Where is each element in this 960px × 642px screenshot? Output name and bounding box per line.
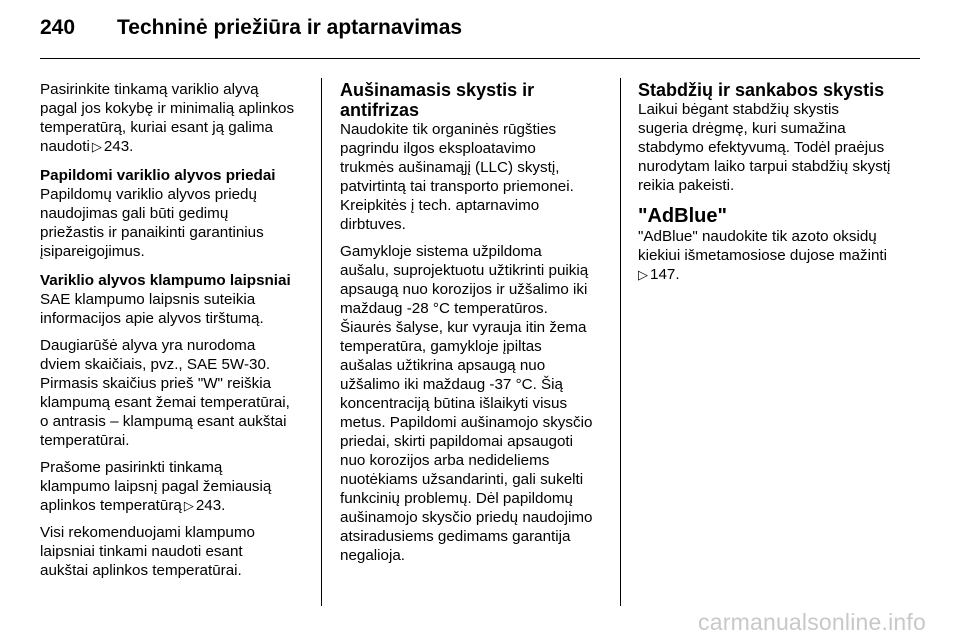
- page-reference[interactable]: 243.: [195, 497, 226, 514]
- page-reference[interactable]: 147.: [650, 266, 680, 283]
- paragraph: "AdBlue" naudokite tik azoto oksidų kiekiui išmetamosiose dujose mažinti ▷ 147.: [638, 228, 888, 283]
- column-3: [638, 80, 923, 294]
- paragraph: Gamykloje sistema užpildoma aušalu, suprojektuotu užtikrinti puikią apsaugą nuo korozijos ir užšalimo iki maždaug -28 °C temperatūros. Šiaurės šalyse, kur vyrauja itin žema temperatūra, gamykloje įpiltas aušalas užtikrina apsaugą nuo užšalimo iki maždaug -37 °C. Šią koncentraciją būtina išlaikyti visus metus. Papildomi aušinamojo skysčio priedai, skirti papildomai apsaugoti nuo korozijos arba nedideliems nuotėkiams užsandarinti, gali sukelti funkcinių problemų. Dėl papildomų aušinamojo skysčio priedų naudojimo atsiradusiems gedimams garantija negalioja.: [340, 243, 593, 564]
- watermark: carmanualsonline.info: [698, 609, 926, 635]
- column-divider-2: [620, 78, 621, 606]
- page-title: Techninė priežiūra ir aptarnavimas: [117, 16, 463, 39]
- paragraph: Prašome pasirinkti tinkamą klampumo laipsnį pagal žemiausią aplinkos temperatūrą ▷ 243.: [40, 459, 272, 514]
- column-1: [40, 80, 315, 590]
- column-divider-1: [321, 78, 322, 606]
- page-reference-icon: ▷: [638, 267, 648, 282]
- paragraph: SAE klampumo laipsnis suteikia informacijos apie alyvos tirštumą.: [40, 291, 264, 327]
- section-heading-additives: Papildomi variklio alyvos priedai: [40, 167, 276, 184]
- section-heading-brake-fluid: Stabdžių ir sankabos skystis: [638, 80, 885, 100]
- paragraph: Papildomų variklio alyvos priedų naudojimas gali būti gedimų priežastis ir panaikinti garantinius įsipareigojimus.: [40, 186, 264, 260]
- column-2: [340, 80, 615, 575]
- paragraph: Daugiarūšė alyva yra nurodoma dviem skaičiais, pvz., SAE 5W-30. Pirmasis skaičius prieš "W" reiškia klampumą esant žemai temperatūrai, o antrasis – klampumą esant aukštai temperatūrai.: [40, 337, 290, 449]
- header-rule: [40, 58, 920, 59]
- section-heading-adblue: "AdBlue": [638, 205, 727, 227]
- paragraph: Laikui bėgant stabdžių skystis sugeria drėgmę, kuri sumažina stabdymo efektyvumą. Todėl praėjus nurodytam laiko tarpui stabdžių skystį reikia pakeisti.: [638, 101, 891, 194]
- paragraph: Naudokite tik organinės rūgšties pagrindu ilgos eksploatavimo trukmės aušinamąjį (LLC) skystį, patvirtintą tai transporto priemonei. Kreipkitės į tech. aptarnavimo dirbtuves.: [340, 121, 574, 233]
- page-number: 240: [40, 16, 76, 39]
- page-reference-icon: ▷: [183, 498, 194, 513]
- page-reference[interactable]: 243.: [103, 138, 134, 155]
- page-reference-icon: ▷: [91, 139, 102, 154]
- section-heading-viscosity: Variklio alyvos klampumo laipsniai: [40, 272, 291, 289]
- paragraph: Pasirinkite tinkamą variklio alyvą pagal jos kokybę ir minimalią aplinkos temperatūrą, kuriai esant ją galima naudoti ▷ 243.: [40, 81, 295, 155]
- paragraph: Visi rekomenduojami klampumo laipsniai tinkami naudoti esant aukštai aplinkos temperatūrai.: [40, 524, 255, 579]
- section-heading-coolant: Aušinamasis skystis ir antifrizas: [340, 80, 535, 120]
